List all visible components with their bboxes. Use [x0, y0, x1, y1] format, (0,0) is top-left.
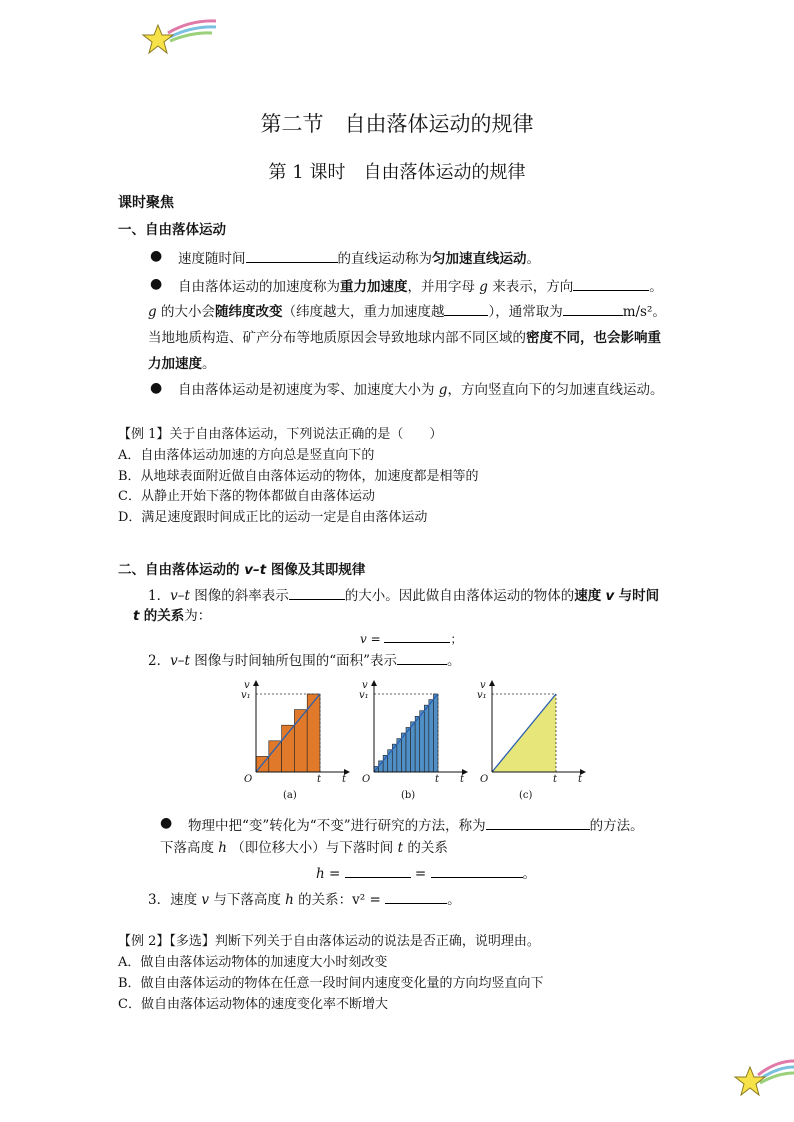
shooting-star-icon-bottom: [732, 1055, 794, 1100]
t1-label: t: [553, 774, 558, 785]
graph-caption: (a): [283, 790, 297, 801]
height-time-relation: 下落高度 h （即位移大小）与下落时间 t 的关系: [160, 840, 448, 856]
shooting-star-icon-top: [140, 15, 220, 60]
example1-option: C．从静止开始下落的物体都做自由落体运动: [118, 489, 375, 504]
page-title: 第二节 自由落体运动的规律: [260, 112, 534, 136]
example1-option: B．从地球表面附近做自由落体运动的物体，加速度都是相等的: [118, 469, 479, 484]
example2-option: C．做自由落体运动物体的速度变化率不断增大: [118, 997, 388, 1012]
v-axis-label: v: [362, 680, 368, 691]
example1-question: 【例 1】关于自由落体运动，下列说法正确的是（ ）: [118, 427, 443, 442]
area-step-bar: [294, 710, 307, 772]
v-axis-label: v: [244, 680, 250, 691]
example1-option: D．满足速度跟时间成正比的运动一定是自由落体运动: [118, 510, 428, 525]
example2-question: 【例 2】【多选】判断下列关于自由落体运动的说法是否正确，说明理由。: [118, 934, 540, 949]
vt-graphs: [230, 678, 590, 806]
bullet-icon: ●: [150, 248, 163, 264]
v1-label: v₁: [477, 690, 487, 701]
v-axis-arrow: [371, 680, 377, 686]
bullet-icon: ●: [160, 815, 173, 831]
v1-label: v₁: [241, 690, 251, 701]
section2-point1-cont: t 的关系为：: [133, 608, 212, 624]
v1-label: v₁: [359, 690, 369, 701]
graph-caption: (b): [401, 790, 416, 801]
section1-heading: 一、自由落体运动: [118, 222, 226, 238]
height-equation: h = = 。: [316, 863, 536, 884]
area-step-bar: [429, 700, 434, 772]
graph-caption: (c): [519, 790, 533, 801]
area-step-bar: [415, 716, 420, 772]
section1-line4: 当地地质构造、矿产分布等地质原因会导致地球内部不同区域的密度不同，也会影响重: [148, 330, 661, 346]
area-step-bar: [433, 694, 438, 772]
area-step-bar: [411, 722, 416, 772]
section1-line3: g 的大小会随纬度改变（纬度越大，重力加速度越 ），通常取为 m/s²。: [148, 301, 666, 322]
origin-label: O: [480, 774, 489, 785]
section1-line5: 力加速度。: [148, 356, 216, 372]
area-step-bar: [406, 727, 411, 772]
page-subtitle: 第 1 课时 自由落体运动的规律: [268, 162, 526, 183]
section1-bullet1: 速度随时间 的直线运动称为匀加速直线运动。: [178, 248, 540, 269]
t-axis-label: t: [460, 774, 465, 785]
v-axis-label: v: [480, 680, 486, 691]
blank-field[interactable]: [385, 889, 447, 904]
blank-field[interactable]: [289, 585, 345, 600]
blank-field[interactable]: [573, 276, 649, 291]
blank-field[interactable]: [384, 628, 450, 643]
blank-field[interactable]: [563, 301, 623, 316]
t1-label: t: [317, 774, 322, 785]
section1-bullet2: 自由落体运动的加速度称为重力加速度，并用字母 g 来表示，方向 。: [178, 276, 663, 297]
blank-field[interactable]: [246, 248, 338, 263]
blank-field[interactable]: [486, 815, 590, 830]
area-step-bar: [420, 711, 425, 772]
blank-field[interactable]: [444, 301, 488, 316]
section2-point1: 1．v–t 图像的斜率表示 的大小。因此做自由落体运动的物体的速度 v 与时间: [148, 585, 659, 606]
section2-point3: 3．速度 v 与下落高度 h 的关系：v² = 。: [148, 889, 461, 910]
example1-option: A．自由落体运动加速的方向总是竖直向下的: [118, 448, 375, 463]
area-step-bar: [269, 741, 282, 772]
example2-option: A．做自由落体运动物体的加速度大小时刻改变: [118, 955, 388, 970]
focus-label: 课时聚焦: [118, 195, 174, 211]
origin-label: O: [244, 774, 253, 785]
area-step-bar: [424, 705, 429, 772]
area-step-bar: [401, 733, 406, 772]
section2-heading: 二、自由落体运动的 v–t 图像及其即规律: [118, 562, 366, 578]
section2-bullet-method: 物理中把“变”转化为“不变”进行研究的方法，称为 的方法。: [188, 815, 644, 836]
t-axis-label: t: [578, 774, 583, 785]
t1-label: t: [435, 774, 440, 785]
area-step-bar: [307, 694, 320, 772]
section1-bullet3: 自由落体运动是初速度为零、加速度大小为 g，方向竖直向下的匀加速直线运动。: [178, 382, 664, 398]
v-axis-arrow: [489, 680, 495, 686]
velocity-equation: v = ；: [360, 628, 463, 649]
t-axis-label: t: [342, 774, 347, 785]
bullet-icon: ●: [150, 380, 163, 396]
blank-field[interactable]: [345, 863, 411, 878]
blank-field[interactable]: [431, 863, 523, 878]
v-axis-arrow: [253, 680, 259, 686]
blank-field[interactable]: [397, 650, 447, 665]
bullet-icon: ●: [150, 276, 163, 292]
example2-option: B．做自由落体运动的物体在任意一段时间内速度变化量的方向均竖直向下: [118, 976, 544, 991]
origin-label: O: [362, 774, 371, 785]
section2-point2: 2．v–t 图像与时间轴所包围的“面积”表示 。: [148, 650, 461, 671]
